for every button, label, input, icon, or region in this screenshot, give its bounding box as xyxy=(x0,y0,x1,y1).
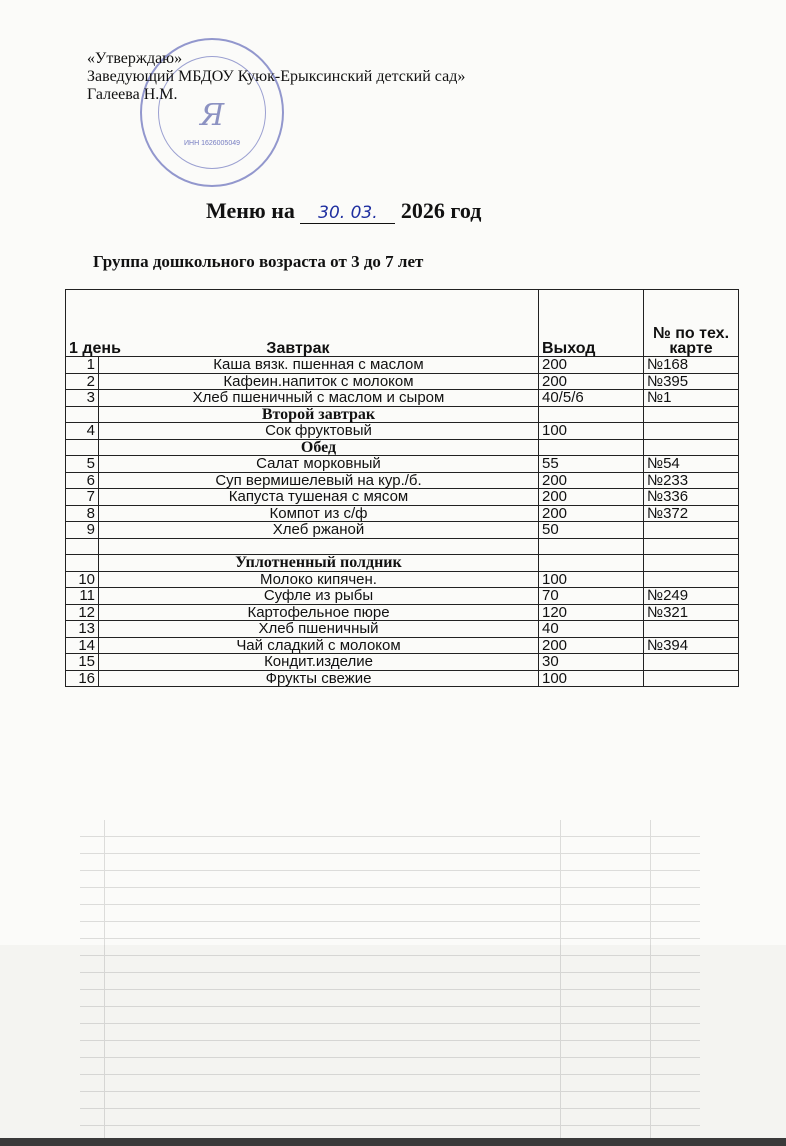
header-output: Выход xyxy=(539,290,644,357)
cell-card xyxy=(644,670,739,687)
cell-dish: Компот из с/ф xyxy=(99,505,539,522)
table-row xyxy=(66,571,739,588)
title-prefix: Меню на xyxy=(206,198,295,223)
cell-card: №249 xyxy=(644,588,739,605)
group-subtitle: Группа дошкольного возраста от 3 до 7 лет xyxy=(93,252,424,271)
table-row xyxy=(66,357,739,374)
table-row xyxy=(66,373,739,390)
bleed-through-table xyxy=(80,820,700,1140)
table-row xyxy=(66,654,739,671)
section-title: Второй завтрак xyxy=(99,406,539,423)
cell-output: 200 xyxy=(539,472,644,489)
approval-heading: «Утверждаю» xyxy=(87,50,183,67)
menu-body xyxy=(66,357,739,687)
cell-card: №372 xyxy=(644,505,739,522)
cell-output: 100 xyxy=(539,670,644,687)
table-row xyxy=(66,505,739,522)
cell-output xyxy=(539,555,644,572)
table-row xyxy=(66,472,739,489)
cell-output xyxy=(539,406,644,423)
cell-number xyxy=(66,538,99,555)
table-row xyxy=(66,637,739,654)
scan-edge xyxy=(0,1138,786,1146)
cell-dish: Сок фруктовый xyxy=(99,423,539,440)
cell-output: 40/5/6 xyxy=(539,390,644,407)
cell-dish: Салат морковный xyxy=(99,456,539,473)
cell-card xyxy=(644,439,739,456)
cell-number xyxy=(66,555,99,572)
cell-number: 7 xyxy=(66,489,99,506)
cell-card xyxy=(644,654,739,671)
cell-number: 9 xyxy=(66,522,99,539)
cell-card: №1 xyxy=(644,390,739,407)
cell-output xyxy=(539,439,644,456)
cell-number: 11 xyxy=(66,588,99,605)
cell-number: 14 xyxy=(66,637,99,654)
cell-card xyxy=(644,571,739,588)
cell-output: 55 xyxy=(539,456,644,473)
table-row xyxy=(66,456,739,473)
cell-card xyxy=(644,555,739,572)
handwritten-date: 30. 03. xyxy=(300,203,395,224)
cell-output: 200 xyxy=(539,489,644,506)
cell-number: 1 xyxy=(66,357,99,374)
signature-mark: Я xyxy=(200,98,225,133)
header-card: № по тех. карте xyxy=(644,290,739,357)
cell-card xyxy=(644,522,739,539)
cell-dish: Кондит.изделие xyxy=(99,654,539,671)
header-day: 1 день xyxy=(69,340,121,357)
page-title xyxy=(206,198,481,224)
section-row xyxy=(66,406,739,423)
cell-card: №395 xyxy=(644,373,739,390)
header-meal: Завтрак xyxy=(266,340,330,357)
cell-number: 8 xyxy=(66,505,99,522)
cell-number: 10 xyxy=(66,571,99,588)
cell-number xyxy=(66,439,99,456)
header-day-and-meal xyxy=(66,290,539,357)
cell-card: №394 xyxy=(644,637,739,654)
cell-dish: Каша вязк. пшенная с маслом xyxy=(99,357,539,374)
blank-row xyxy=(66,538,739,555)
cell-card: №54 xyxy=(644,456,739,473)
table-row xyxy=(66,423,739,440)
table-row xyxy=(66,588,739,605)
cell-dish: Молоко кипячен. xyxy=(99,571,539,588)
cell-number: 12 xyxy=(66,604,99,621)
cell-card: №336 xyxy=(644,489,739,506)
cell-card: №168 xyxy=(644,357,739,374)
section-title: Обед xyxy=(99,439,539,456)
cell-dish: Хлеб пшеничный xyxy=(99,621,539,638)
cell-card xyxy=(644,406,739,423)
cell-dish: Фрукты свежие xyxy=(99,670,539,687)
cell-number: 5 xyxy=(66,456,99,473)
cell-output: 30 xyxy=(539,654,644,671)
table-row xyxy=(66,604,739,621)
cell-output: 40 xyxy=(539,621,644,638)
cell-output: 200 xyxy=(539,637,644,654)
cell-output: 70 xyxy=(539,588,644,605)
table-row xyxy=(66,489,739,506)
table-row xyxy=(66,522,739,539)
stamp-inn: ИНН 1626005049 xyxy=(183,140,241,147)
cell-dish: Хлеб пшеничный с маслом и сыром xyxy=(99,390,539,407)
cell-dish: Картофельное пюре xyxy=(99,604,539,621)
section-title: Уплотненный полдник xyxy=(99,555,539,572)
cell-number xyxy=(66,406,99,423)
table-row xyxy=(66,390,739,407)
cell-card xyxy=(644,538,739,555)
cell-output: 120 xyxy=(539,604,644,621)
section-row xyxy=(66,439,739,456)
cell-card xyxy=(644,621,739,638)
cell-output: 200 xyxy=(539,505,644,522)
cell-dish: Капуста тушеная с мясом xyxy=(99,489,539,506)
cell-dish xyxy=(99,538,539,555)
cell-output: 200 xyxy=(539,357,644,374)
cell-number: 13 xyxy=(66,621,99,638)
cell-card: №321 xyxy=(644,604,739,621)
title-suffix: 2026 год xyxy=(400,198,482,223)
menu-table xyxy=(65,289,739,687)
approval-position: Заведующий МБДОУ Куюк-Ерыксинский детский сад» xyxy=(87,68,466,85)
cell-number: 16 xyxy=(66,670,99,687)
cell-number: 6 xyxy=(66,472,99,489)
cell-dish: Суфле из рыбы xyxy=(99,588,539,605)
cell-number: 3 xyxy=(66,390,99,407)
table-header-row xyxy=(66,290,739,357)
cell-number: 15 xyxy=(66,654,99,671)
cell-card xyxy=(644,423,739,440)
approval-name: Галеева Н.М. xyxy=(87,86,178,103)
cell-number: 4 xyxy=(66,423,99,440)
cell-dish: Кафеин.напиток с молоком xyxy=(99,373,539,390)
cell-dish: Хлеб ржаной xyxy=(99,522,539,539)
cell-output: 100 xyxy=(539,423,644,440)
cell-card: №233 xyxy=(644,472,739,489)
cell-dish: Суп вермишелевый на кур./б. xyxy=(99,472,539,489)
cell-dish: Чай сладкий с молоком xyxy=(99,637,539,654)
table-row xyxy=(66,621,739,638)
approval-block xyxy=(87,50,465,104)
cell-output xyxy=(539,538,644,555)
table-row xyxy=(66,670,739,687)
cell-output: 200 xyxy=(539,373,644,390)
section-row xyxy=(66,555,739,572)
cell-output: 50 xyxy=(539,522,644,539)
cell-number: 2 xyxy=(66,373,99,390)
cell-output: 100 xyxy=(539,571,644,588)
